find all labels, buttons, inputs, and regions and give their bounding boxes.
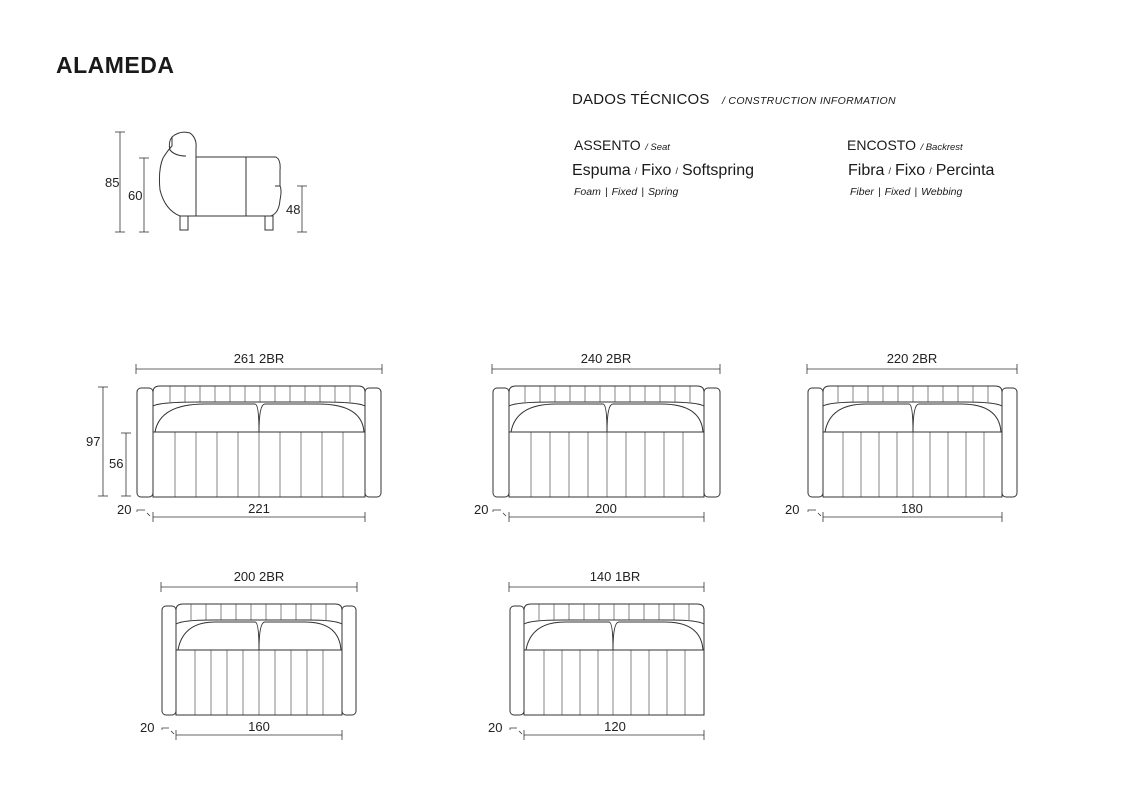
inner-width: 120	[604, 719, 626, 734]
side-seat-height: 60	[128, 188, 143, 203]
backrest-label-en: / Backrest	[920, 142, 963, 153]
side-arm-height: 48	[286, 202, 301, 217]
inner-width: 221	[248, 501, 270, 516]
separator: /	[929, 165, 932, 176]
sofa-drawing-261	[98, 364, 382, 522]
seat-material-en: Spring	[648, 186, 679, 198]
sofa-drawing-220	[807, 364, 1017, 522]
tech-subheading: / CONSTRUCTION INFORMATION	[722, 95, 896, 107]
sofa-drawing-140	[509, 582, 704, 740]
sofa-drawing-240	[492, 364, 720, 522]
backrest-material-en: Fiber	[850, 186, 874, 198]
model-label: 220 2BR	[886, 351, 938, 366]
model-label: 140 1BR	[589, 569, 641, 584]
backrest-material-en: Fixed	[884, 186, 911, 198]
backrest-material: Fixo	[894, 162, 926, 179]
front-seat-height: 56	[109, 456, 124, 471]
seat-material: Fixo	[641, 162, 672, 179]
model-label: 261 2BR	[233, 351, 285, 366]
backrest-label: ENCOSTO	[847, 137, 916, 153]
front-total-height: 97	[86, 434, 101, 449]
separator: |	[641, 186, 644, 198]
arm-width: 20	[488, 720, 503, 735]
seat-material-en: Fixed	[611, 186, 638, 198]
separator: |	[604, 186, 608, 198]
inner-width: 180	[901, 501, 923, 516]
backrest-material: Percinta	[935, 162, 995, 179]
separator: /	[634, 165, 638, 176]
side-total-height: 85	[105, 175, 120, 190]
model-label: 240 2BR	[580, 351, 632, 366]
seat-material: Softspring	[681, 162, 755, 179]
arm-width: 20	[140, 720, 155, 735]
seat-material: Espuma	[572, 162, 631, 179]
sofa-drawing-200	[161, 582, 357, 740]
separator: /	[888, 165, 891, 176]
tech-heading: DADOS TÉCNICOS	[572, 91, 710, 108]
backrest-material-en: Webbing	[921, 186, 963, 198]
arm-width: 20	[474, 502, 489, 517]
seat-label-en: / Seat	[645, 142, 670, 153]
arm-width: 20	[785, 502, 800, 517]
inner-width: 200	[595, 501, 617, 516]
side-view-drawing	[115, 132, 307, 232]
seat-label: ASSENTO	[574, 137, 641, 153]
page-title: ALAMEDA	[56, 52, 175, 78]
seat-material-en: Foam	[574, 186, 601, 198]
backrest-material: Fibra	[848, 162, 885, 179]
separator: /	[675, 165, 678, 176]
separator: |	[914, 186, 918, 198]
separator: |	[877, 186, 881, 198]
model-label: 200 2BR	[233, 569, 285, 584]
arm-width: 20	[117, 502, 132, 517]
inner-width: 160	[248, 719, 270, 734]
